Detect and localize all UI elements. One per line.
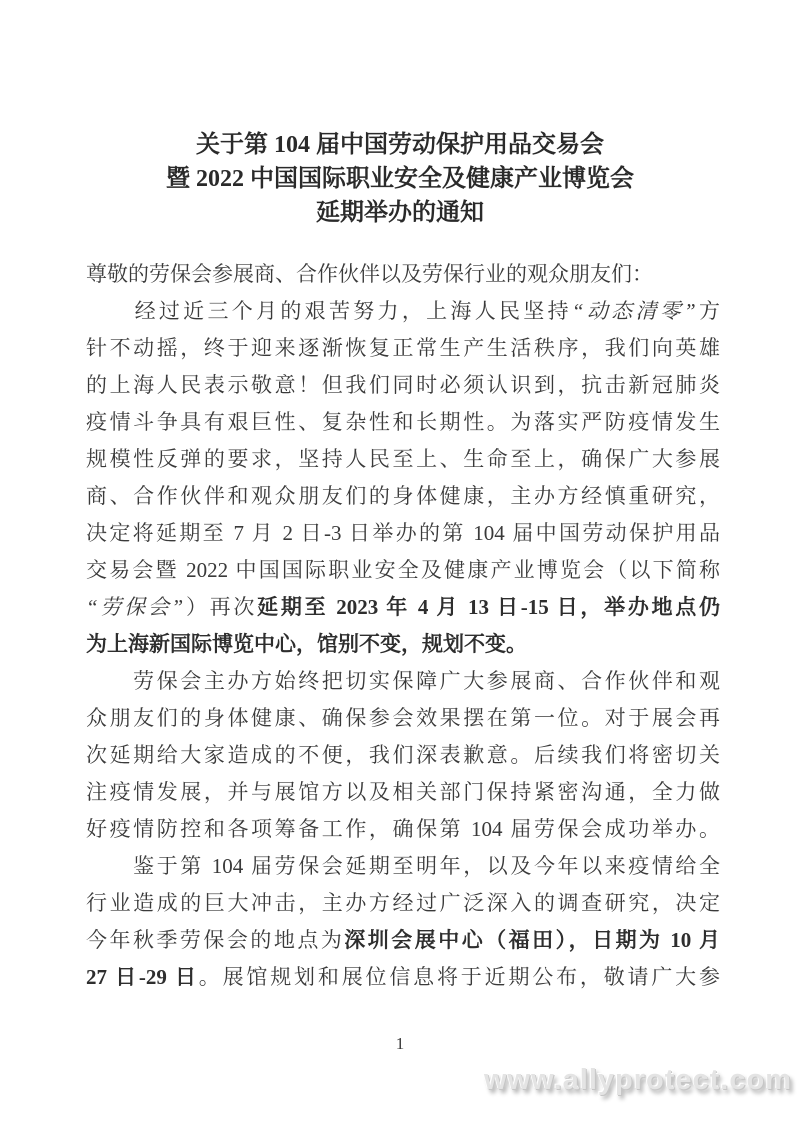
text-line bbox=[86, 737, 720, 774]
text-line bbox=[86, 626, 720, 663]
text-run: 交易会暨 2022 中国国际职业安全及健康产业博览会（以下简称 bbox=[86, 558, 720, 582]
text-run: 次延期给大家造成的不便，我们深表歉意。后续我们将密切关 bbox=[86, 743, 720, 767]
text-line bbox=[86, 404, 720, 441]
text-line bbox=[86, 293, 720, 330]
text-run: 。展馆规划和展位信息将于近期公布，敬请广大参 bbox=[198, 965, 720, 989]
text-line bbox=[86, 478, 720, 515]
text-line bbox=[86, 811, 720, 848]
text-run: 今年秋季劳保会的地点为 bbox=[86, 928, 345, 952]
text-line bbox=[86, 367, 720, 404]
text-run: 众朋友们的身体健康、确保参会效果摆在第一位。对于展会再 bbox=[86, 706, 720, 730]
document-title bbox=[0, 128, 800, 230]
text-line bbox=[86, 848, 720, 885]
bold-run: 27 日-29 日 bbox=[86, 965, 199, 989]
text-run: 注疫情发展，并与展馆方以及相关部门保持紧密沟通，全力做 bbox=[86, 780, 720, 804]
text-run: ）再次 bbox=[183, 595, 258, 619]
text-line bbox=[86, 441, 720, 478]
bold-run: 深圳会展中心（福田），日期为 10 月 bbox=[344, 928, 720, 952]
text-run: 鉴于第 104 届劳保会延期至明年，以及今年以来疫情给全 bbox=[86, 854, 720, 878]
text-line bbox=[86, 663, 720, 700]
text-run: 行业造成的巨大冲击，主办方经过广泛深入的调查研究，决定 bbox=[86, 891, 720, 915]
bold-run: 为上海新国际博览中心，馆别不变，规划不变。 bbox=[86, 632, 527, 656]
text-line bbox=[86, 256, 720, 293]
watermark-text: www.allyprotect.com bbox=[484, 1064, 792, 1096]
text-line bbox=[86, 700, 720, 737]
text-run: 经过近三个月的艰苦努力，上海人民坚持 bbox=[86, 299, 572, 323]
text-run: 商、合作伙伴和观众朋友们的身体健康，主办方经慎重研究， bbox=[86, 484, 720, 508]
text-run: 尊敬的劳保会参展商、合作伙伴以及劳保行业的观众朋友们： bbox=[86, 262, 653, 286]
text-run: 方 bbox=[695, 299, 720, 323]
text-run: 决定将延期至 7 月 2 日-3 日举办的第 104 届中国劳动保护用品 bbox=[86, 521, 720, 545]
text-line bbox=[86, 589, 720, 626]
text-run: 劳保会主办方始终把切实保障广大参展商、合作伙伴和观 bbox=[86, 669, 720, 693]
text-run: 好疫情防控和各项筹备工作，确保第 104 届劳保会成功举办。 bbox=[86, 817, 720, 841]
text-line bbox=[86, 922, 720, 959]
text-line bbox=[86, 959, 720, 996]
text-line bbox=[86, 330, 720, 367]
document-title-line: 暨 2022 中国国际职业安全及健康产业博览会 bbox=[166, 166, 634, 192]
text-run: 针不动摇，终于迎来逐渐恢复正常生产生活秩序，我们向英雄 bbox=[86, 336, 720, 360]
italic-run: “动态清零” bbox=[571, 299, 696, 323]
text-line bbox=[86, 552, 720, 589]
text-run: 疫情斗争具有艰巨性、复杂性和长期性。为落实严防疫情发生 bbox=[86, 410, 720, 434]
text-line bbox=[86, 515, 720, 552]
italic-run: “劳保会” bbox=[86, 595, 184, 619]
text-line bbox=[86, 774, 720, 811]
document-body bbox=[86, 256, 720, 996]
document-title-line: 延期举办的通知 bbox=[316, 200, 484, 226]
bold-run: 延期至 2023 年 4 月 13 日-15 日，举办地点仍 bbox=[257, 595, 720, 619]
text-run: 规模性反弹的要求，坚持人民至上、生命至上，确保广大参展 bbox=[86, 447, 720, 471]
text-run: 的上海人民表示敬意！但我们同时必须认识到，抗击新冠肺炎 bbox=[86, 373, 720, 397]
document-title-line: 关于第 104 届中国劳动保护用品交易会 bbox=[196, 132, 604, 158]
page-number: 1 bbox=[395, 1034, 405, 1053]
text-line bbox=[86, 885, 720, 922]
